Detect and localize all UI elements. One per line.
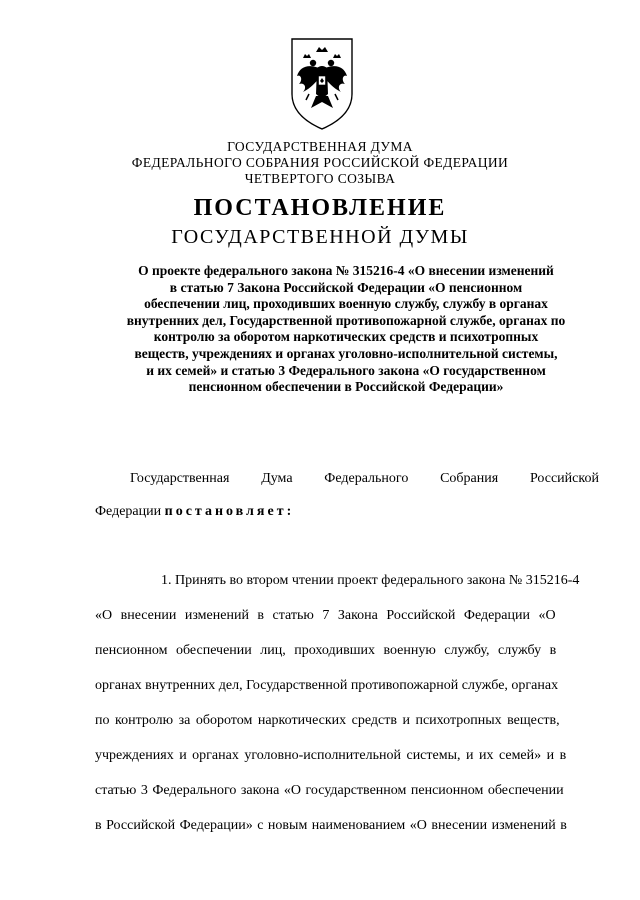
org-name-line-1: ГОСУДАРСТВЕННАЯ ДУМА — [227, 139, 413, 154]
subject-line: в статью 7 Закона Российской Федерации «О пенсионном — [169, 279, 523, 295]
intro-word: Государственная — [130, 471, 230, 486]
subject-line: О проекте федерального закона № 315216-4 «О внесении изменений — [138, 263, 554, 278]
subject-line: веществ, учреждениях и органах уголовно-исполнительной системы, — [134, 345, 558, 361]
russian-coat-of-arms-icon — [289, 36, 355, 132]
intro-line-2 — [95, 502, 599, 522]
resolution-subject — [96, 263, 596, 396]
body-line: статью 3 Федерального закона «О государственном пенсионном обеспечении — [95, 783, 564, 798]
resolves-word: постановляет: — [164, 504, 295, 519]
document-title: ПОСТАНОВЛЕНИЕ — [193, 195, 447, 221]
body-line: по контролю за оборотом наркотических средств и психотропных веществ, — [95, 713, 560, 728]
subject-line: контролю за оборотом наркотических средств и психотропных — [153, 329, 539, 345]
body-line: пенсионном обеспечении лиц, проходивших военную службу, службу в — [95, 643, 557, 658]
subject-line: обеспечении лиц, проходивших военную службу, службу в органах — [144, 296, 548, 312]
intro-line-1 — [95, 469, 599, 489]
body-line: в Российской Федерации» с новым наименованием «О внесении изменений в — [95, 818, 567, 833]
intro-word: Российской — [529, 471, 599, 486]
subject-line: пенсионном обеспечении в Российской Федерации» — [188, 379, 504, 395]
body-line: органах внутренних дел, Государственной противопожарной службе, органах — [95, 678, 559, 693]
intro-word: Федерального — [324, 471, 409, 486]
subject-line: и их семей» и статью 3 Федерального закона «О государственном — [146, 362, 546, 378]
convocation-line: ЧЕТВЕРТОГО СОЗЫВА — [244, 171, 396, 186]
body-line: учреждениях и органах уголовно-исполнительной системы, и их семей» и в — [95, 748, 567, 763]
subject-line: внутренних дел, Государственной противопожарной службе, органах по — [126, 312, 566, 328]
intro-text: Федерации — [95, 504, 165, 519]
intro-word: Дума — [261, 471, 293, 486]
body-line: «О внесении изменений в статью 7 Закона Российской Федерации «О — [95, 608, 556, 623]
document-subtitle: ГОСУДАРСТВЕННОЙ ДУМЫ — [171, 226, 469, 248]
intro-word: Собрания — [440, 471, 499, 486]
org-name-line-2: ФЕДЕРАЛЬНОГО СОБРАНИЯ РОССИЙСКОЙ ФЕДЕРАЦИИ — [131, 155, 509, 170]
body-line: 1. Принять во втором чтении проект федерального закона № 315216-4 — [161, 573, 580, 588]
